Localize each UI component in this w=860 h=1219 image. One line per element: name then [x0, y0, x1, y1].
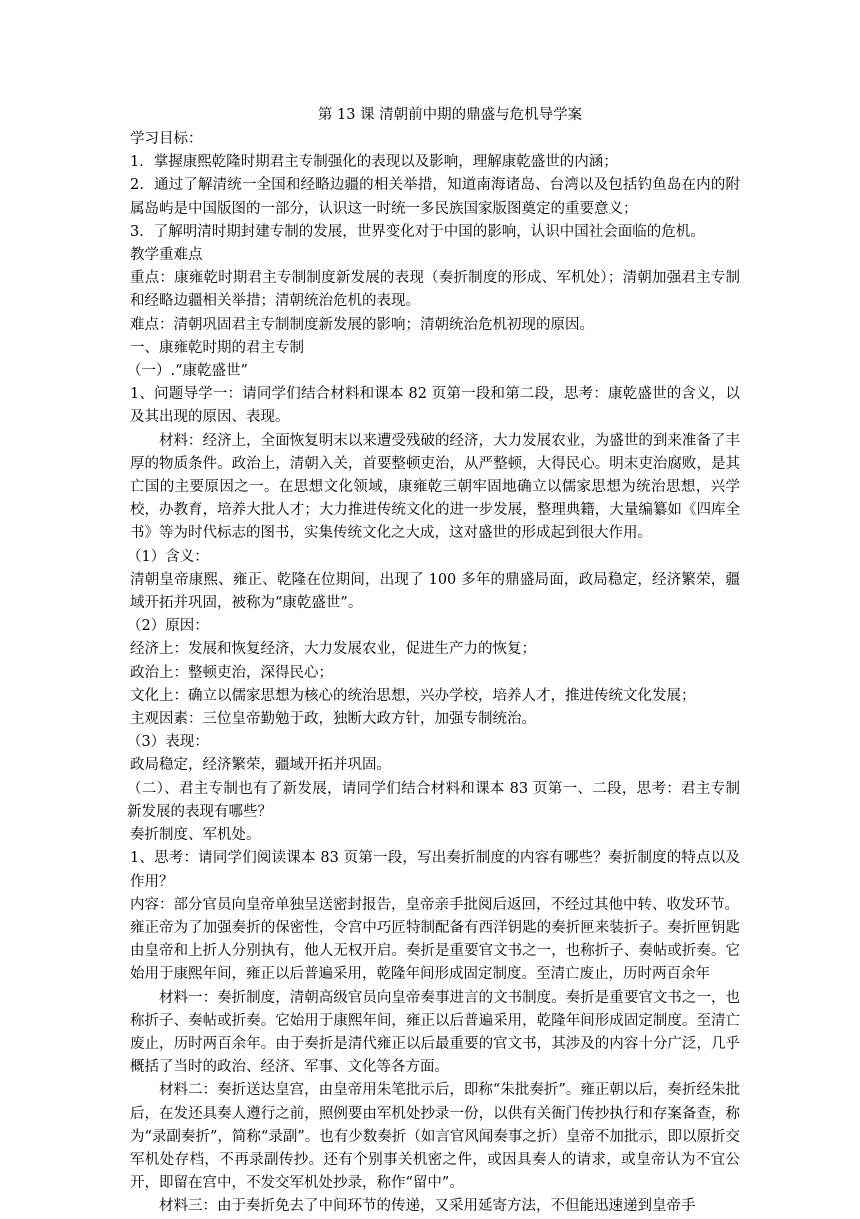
paragraph: 学习目标：	[130, 131, 203, 147]
paragraph: 1．掌握康熙乾隆时期君主专制强化的表现以及影响，理解康乾盛世的内涵；	[130, 154, 618, 171]
paragraph: 内容：部分官员向皇帝单独呈送密封报告，皇帝亲手批阅后返回，不经过其他中转、收发环节。	[130, 896, 739, 913]
paragraph: （1）含义：	[127, 548, 209, 565]
paragraph: 1、问题导学一：请同学们结合材料和课本 82 页第一段和第二段，思考：康乾盛世的含义，以及其出现的原因、表现。	[130, 386, 740, 426]
paragraph: 1、思考：请同学们阅读课本 83 页第一段，写出奏折制度的内容有哪些？奏折制度的特点以及作用？	[130, 850, 740, 890]
paragraph: （2）原因：	[127, 618, 209, 635]
paragraph: 2．通过了解清统一全国和经略边疆的相关举措，知道南海诸岛、台湾以及包括钓鱼岛在内的附属岛屿是中国版图的一部分，认识这一时统一多民族国家版图奠定的重要意义；	[130, 177, 740, 217]
paragraph: 材料一：奏折制度，清朝高级官员向皇帝奏事进言的文书制度。奏折是重要官文书之一，也称折子、奏帖或折奏。它始用于康熙年间，雍正以后普遍采用，乾隆年间形成固定制度。至清亡废止，历时两百余年。由于奏折是清代雍正以后最重要的官文书，其涉及的内容十分广泛，几乎概括了当时的政治、经济、军事、文化等各方面。	[130, 989, 740, 1076]
paragraph: （一）.“康乾盛世”	[127, 363, 248, 380]
paragraph: 材料三：由于奏折免去了中间环节的传递，又采用延寄方法，不但能迅速递到皇帝手	[159, 1198, 696, 1215]
document-body	[127, 128, 740, 1219]
paragraph: 清朝皇帝康熙、雍正、乾隆在位期间，出现了 100 多年的鼎盛局面，政局稳定，经济繁荣，疆域开拓并巩固，被称为“康乾盛世”。	[130, 571, 740, 612]
paragraph: 教学重难点	[130, 247, 203, 264]
paragraph: （二）、君主专制也有了新发展，请同学们结合材料和课本 83 页第一、二段，思考：君主专制新发展的表现有哪些？	[127, 780, 740, 820]
paragraph: 政治上：整顿吏治，深得民心；	[130, 664, 333, 681]
paragraph: 材料二：奏折送达皇宫，由皇帝用朱笔批示后，即称“朱批奏折”。雍正朝以后，奏折经朱批后，在发还具奏人遵行之前，照例要由军机处抄录一份，以供有关衙门传抄执行和存案备查，称为“录副奏折”，简称“录副”。也有少数奏折（如言官风闻奏事之折）皇帝不加批示，即以原折交军机处存档，不再录副传抄。还有个别事关机密之件，或因具奏人的请求，或皇帝认为不宜公开，即留在宫中，不发交军机处抄录，称作“留中”。	[130, 1082, 740, 1192]
paragraph: 政局稳定，经济繁荣，疆域开拓并巩固。	[130, 757, 391, 774]
paragraph: 3．了解明清时期封建专制的发展，世界变化对于中国的影响，认识中国社会面临的危机。	[130, 223, 705, 240]
paragraph: 雍正帝为了加强奏折的保密性，令宫中巧匠特制配备有西洋钥匙的奏折匣来装折子。奏折匣钥匙由皇帝和上折人分别执有，他人无权开启。奏折是重要官文书之一，也称折子、奏帖或折奏。它始用于康熙年间，雍正以后普遍采用，乾隆年间形成固定制度。至清亡废止，历时两百余年	[130, 919, 740, 983]
paragraph: 一、康雍乾时期的君主专制	[130, 339, 304, 356]
paragraph: 奏折制度、军机处。	[130, 827, 261, 844]
paragraph: 难点：清朝巩固君主专制制度新发展的影响；清朝统治危机初现的原因。	[130, 316, 594, 333]
paragraph: （3）表现：	[127, 734, 209, 751]
paragraph: 主观因素：三位皇帝勤勉于政，独断大政方针，加强专制统治。	[130, 711, 536, 728]
paragraph: 文化上：确立以儒家思想为核心的统治思想，兴办学校，培养人才，推进传统文化发展；	[130, 687, 696, 704]
paragraph: 材料：经济上，全面恢复明末以来遭受残破的经济，大力发展农业，为盛世的到来准备了丰厚的物质条件。政治上，清朝入关，首要整顿吏治，从严整顿，大得民心。明末吏治腐败，是其亡国的主要原因之一。在思想文化领域，康雍乾三朝牢固地确立以儒家思想为统治思想，兴学校，办教育，培养大批人才；大力推进传统文化的进一步发展，整理典籍，大量编纂如《四库全书》等为时代标志的图书，实集传统文化之大成，这对盛世的形成起到很大作用。	[130, 432, 740, 542]
paragraph: 经济上：发展和恢复经济，大力发展农业，促进生产力的恢复；	[130, 641, 536, 658]
paragraph: 重点：康雍乾时期君主专制制度新发展的表现（奏折制度的形成、军机处）；清朝加强君主专制和经略边疆相关举措；清朝统治危机的表现。	[130, 270, 740, 310]
document-title: 第 13 课 清朝前中期的鼎盛与危机导学案	[317, 107, 583, 123]
